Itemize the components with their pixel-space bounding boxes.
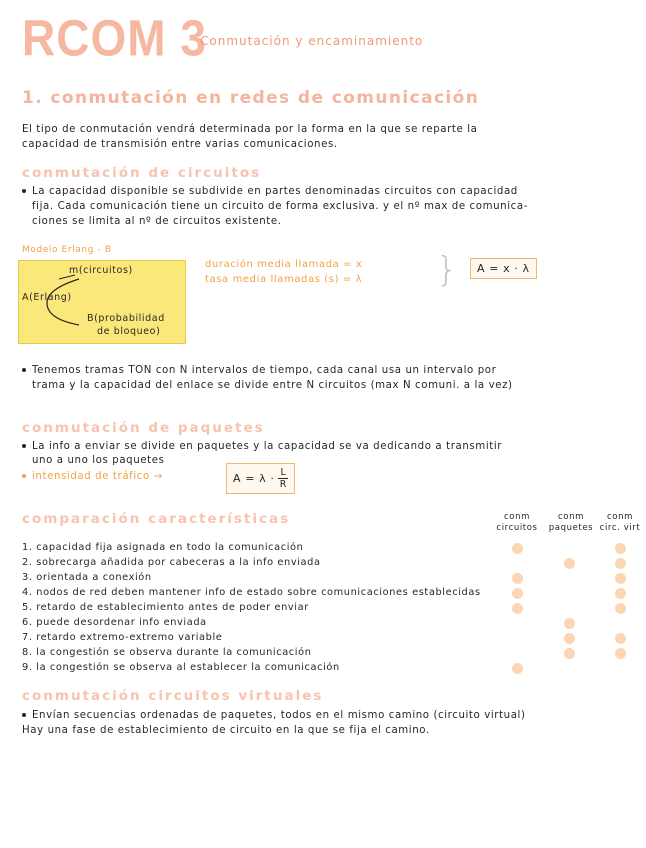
column-header-circuits [490,512,544,534]
column-header-virtual-line-1: conm [607,512,633,522]
bullet-icon [22,474,26,478]
traffic-intensity-label: intensidad de tráfico → [32,471,163,482]
circuits-bullet-1 [22,184,518,199]
column-header-packets-line-1: conm [558,512,584,522]
circuits-bullet-1-line-1: La capacidad disponible se subdivide en partes denominadas circuitos con capacidad [32,186,518,197]
packets-bullet-2 [22,469,163,484]
check-dot [615,648,626,659]
check-dot [564,633,575,644]
virtual-heading: conmutación circuitos virtuales [22,688,324,704]
bullet-icon [22,444,26,448]
bullet-icon [22,713,26,717]
circuits-bullet-2-line-1: Tenemos tramas TON con N intervalos de tiempo, cada canal usa un intervalo por [32,365,497,376]
comparison-row: 3. orientada a conexión [22,572,152,583]
traffic-formula-fraction [278,467,288,490]
virtual-line-2: Hay una fase de establecimiento de circuito en la que se fija el camino. [22,725,430,736]
check-dot [615,588,626,599]
check-dot [615,603,626,614]
page-title: RCOM 3 [22,9,207,67]
check-dot [564,558,575,569]
comparison-row: 8. la congestión se observa durante la comunicación [22,647,312,658]
diagram-label-b-2: de bloqueo) [97,326,161,337]
packets-bullet-1-line-2: uno a uno los paquetes [32,455,165,466]
definition-duration: duración media llamada = x [205,259,363,270]
column-header-circuits-line-2: circuitos [496,523,538,533]
comparison-row: 1. capacidad fija asignada en todo la comunicación [22,542,304,553]
packets-bullet-1 [22,439,502,454]
packets-heading: conmutación de paquetes [22,420,265,436]
traffic-formula-denominator: R [279,479,287,490]
comparison-row: 2. sobrecarga añadida por cabeceras a la info enviada [22,557,321,568]
virtual-line-1: Envían secuencias ordenadas de paquetes, todos en el mismo camino (circuito virtual) [32,710,526,721]
circuits-bullet-2-line-2: trama y la capacidad del enlace se divide entre N circuitos (max N comuni. a la vez) [32,380,513,391]
comparison-heading: comparación características [22,511,291,527]
check-dot [512,573,523,584]
erlang-formula: A = x · λ [470,258,537,279]
column-header-packets [546,512,596,534]
bullet-icon [22,189,26,193]
comparison-row: 9. la congestión se observa al establecer la comunicación [22,662,340,673]
intro-line-2: capacidad de transmisión entre varias comunicaciones. [22,139,338,150]
check-dot [615,633,626,644]
traffic-formula [226,463,295,494]
diagram-label-a: A(Erlang) [22,292,72,303]
traffic-formula-prefix: A = λ · [233,472,275,485]
erlang-model-label: Modelo Erlang - B [22,245,112,255]
check-dot [564,618,575,629]
check-dot [564,648,575,659]
circuits-bullet-2 [22,363,496,378]
packets-bullet-1-line-1: La info a enviar se divide en paquetes y la capacidad se va dedicando a transmitir [32,441,503,452]
traffic-formula-numerator: L [280,467,287,478]
comparison-row: 4. nodos de red deben mantener info de estado sobre comunicaciones establecidas [22,587,481,598]
column-header-virtual-line-2: circ. virt [599,523,641,533]
intro-line-1: El tipo de conmutación vendrá determinada por la forma en la que se reparte la [22,124,478,135]
diagram-label-b-1: B(probabilidad [87,313,165,324]
check-dot [615,573,626,584]
page-subtitle: Conmutación y encaminamiento [200,34,424,48]
virtual-bullet-1 [22,708,526,723]
check-dot [512,663,523,674]
column-header-virtual [598,512,642,534]
circuits-bullet-1-line-3: ciones se limita al nº de circuitos existente. [32,216,282,227]
check-dot [615,543,626,554]
comparison-row: 6. puede desordenar info enviada [22,617,207,628]
comparison-row: 7. retardo extremo-extremo variable [22,632,223,643]
check-dot [512,603,523,614]
section-1-title: 1. conmutación en redes de comunicación [22,88,480,108]
comparison-row: 5. retardo de establecimiento antes de poder enviar [22,602,309,613]
diagram-label-m: m(circuitos) [69,265,133,276]
bullet-icon [22,368,26,372]
check-dot [615,558,626,569]
check-dot [512,588,523,599]
circuits-bullet-1-line-2: fija. Cada comunicación tiene un circuito de forma exclusiva. y el nº max de comunica- [32,201,528,212]
column-header-circuits-line-1: conm [504,512,530,522]
circuits-heading: conmutación de circuitos [22,165,262,181]
definition-rate: tasa media llamadas (s) = λ [205,274,363,285]
column-header-packets-line-2: paquetes [548,523,594,533]
brace-icon: } [436,250,458,290]
erlang-diagram [18,260,186,344]
check-dot [512,543,523,554]
